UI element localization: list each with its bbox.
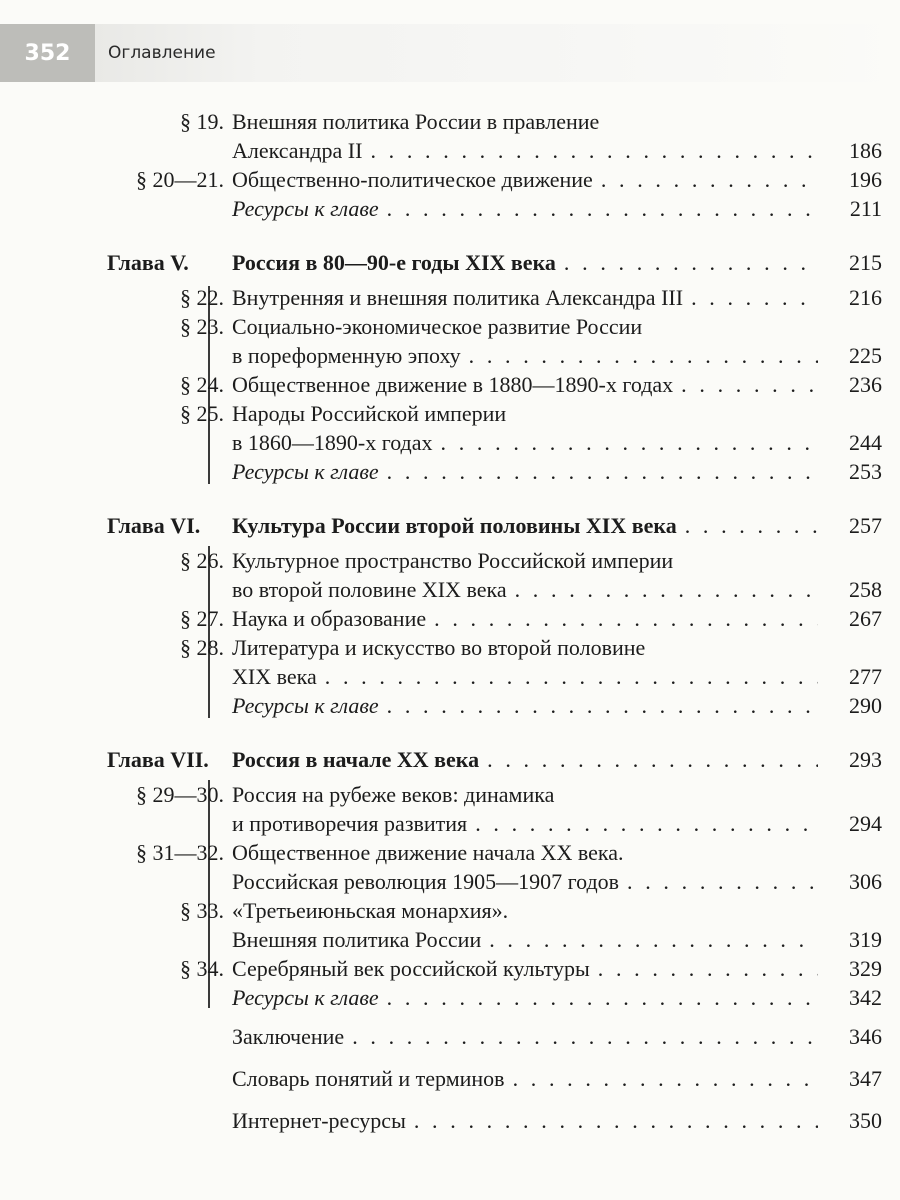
chapter-number: Глава VII. bbox=[107, 747, 209, 772]
toc-entry-continuation[interactable] bbox=[0, 662, 900, 691]
section-title: Александра II bbox=[232, 138, 363, 163]
leader-dots bbox=[387, 457, 818, 486]
toc-entry[interactable] bbox=[0, 954, 900, 983]
section-title: Россия на рубеже веков: динамика bbox=[232, 782, 555, 807]
section-number: § 29—30. bbox=[136, 782, 224, 807]
section-title: в пореформенную эпоху bbox=[232, 343, 461, 368]
leader-dots bbox=[387, 983, 818, 1012]
page-ref: 216 bbox=[849, 285, 882, 310]
section-number: § 26. bbox=[180, 548, 224, 573]
section-title: Внутренняя и внешняя политика Александра III bbox=[232, 285, 684, 310]
section-title: Внешняя политика России bbox=[232, 927, 482, 952]
leader-dots bbox=[691, 283, 818, 312]
leader-dots bbox=[515, 575, 818, 604]
section-number: § 27. bbox=[180, 606, 224, 631]
section-title: Российская революция 1905—1907 годов bbox=[232, 869, 620, 894]
section-number: § 23. bbox=[180, 314, 224, 339]
page-ref: 258 bbox=[849, 577, 882, 602]
toc-entry[interactable] bbox=[0, 633, 900, 662]
page-ref: 346 bbox=[849, 1024, 882, 1049]
leader-dots bbox=[352, 1022, 818, 1051]
section-title: Наука и образование bbox=[232, 606, 427, 631]
resources-label: Ресурсы к главе bbox=[232, 693, 379, 718]
section-number: § 33. bbox=[180, 898, 224, 923]
toc-entry-resources[interactable] bbox=[0, 194, 900, 223]
toc-entry-resources[interactable] bbox=[0, 457, 900, 486]
resources-label: Ресурсы к главе bbox=[232, 459, 379, 484]
page-ref: 236 bbox=[849, 372, 882, 397]
page-ref: 347 bbox=[849, 1066, 882, 1091]
toc-entry-continuation[interactable] bbox=[0, 136, 900, 165]
toc-chapter[interactable] bbox=[0, 745, 900, 774]
section-number: § 24. bbox=[180, 372, 224, 397]
page-ref: 290 bbox=[849, 693, 882, 718]
section-title: Общественно-политическое движение bbox=[232, 167, 593, 192]
section-title: Культурное пространство Российской империи bbox=[232, 548, 674, 573]
toc-entry-continuation[interactable] bbox=[0, 809, 900, 838]
page-ref: 215 bbox=[849, 250, 882, 275]
section-title: Литература и искусство во второй половине bbox=[232, 635, 646, 660]
section-number: § 19. bbox=[180, 109, 224, 134]
section-title: во второй половине XIX века bbox=[232, 577, 507, 602]
page-ref: 267 bbox=[849, 606, 882, 631]
page-ref: 211 bbox=[849, 196, 882, 221]
leader-dots bbox=[564, 248, 818, 277]
page-ref: 257 bbox=[849, 513, 882, 538]
page-ref: 196 bbox=[849, 167, 882, 192]
section-title: Общественное движение начала XX века. bbox=[232, 840, 624, 865]
leader-dots bbox=[475, 809, 818, 838]
toc-entry-continuation[interactable] bbox=[0, 867, 900, 896]
leader-dots bbox=[513, 1064, 818, 1093]
page-ref: 306 bbox=[849, 869, 882, 894]
section-title: «Третьеиюньская монархия». bbox=[232, 898, 509, 923]
toc-entry[interactable] bbox=[0, 604, 900, 633]
page-ref: 329 bbox=[849, 956, 882, 981]
toc-entry[interactable] bbox=[0, 896, 900, 925]
toc-entry-continuation[interactable] bbox=[0, 575, 900, 604]
entry-title: Интернет-ресурсы bbox=[232, 1108, 406, 1133]
section-number: § 25. bbox=[180, 401, 224, 426]
toc-entry[interactable] bbox=[0, 283, 900, 312]
section-number: § 31—32. bbox=[136, 840, 224, 865]
section-title: в 1860—1890-х годах bbox=[232, 430, 433, 455]
leader-dots bbox=[434, 604, 818, 633]
chapter-title: Россия в 80—90-е годы XIX века bbox=[232, 250, 556, 275]
page-ref: 293 bbox=[849, 747, 882, 772]
chapter-title: Россия в начале XX века bbox=[232, 747, 480, 772]
toc-entry-continuation[interactable] bbox=[0, 341, 900, 370]
section-title: и противоречия развития bbox=[232, 811, 468, 836]
leader-dots bbox=[681, 370, 818, 399]
leader-dots bbox=[487, 745, 818, 774]
page-ref: 342 bbox=[849, 985, 882, 1010]
section-title: Внешняя политика России в правление bbox=[232, 109, 600, 134]
section-title: Народы Российской империи bbox=[232, 401, 507, 426]
section-title: XIX века bbox=[232, 664, 317, 689]
toc-entry-internet[interactable] bbox=[0, 1106, 900, 1135]
leader-dots bbox=[325, 662, 818, 691]
leader-dots bbox=[685, 511, 818, 540]
toc-chapter[interactable] bbox=[0, 511, 900, 540]
leader-dots bbox=[370, 136, 818, 165]
leader-dots bbox=[489, 925, 818, 954]
page-ref: 244 bbox=[849, 430, 882, 455]
section-number: § 20—21. bbox=[136, 167, 224, 192]
toc-entry-continuation[interactable] bbox=[0, 925, 900, 954]
leader-dots bbox=[469, 341, 818, 370]
section-title: Общественное движение в 1880—1890-х годах bbox=[232, 372, 674, 397]
toc-chapter[interactable] bbox=[0, 248, 900, 277]
page-ref: 350 bbox=[849, 1108, 882, 1133]
leader-dots bbox=[627, 867, 818, 896]
toc-entry[interactable] bbox=[0, 399, 900, 428]
toc-entry[interactable] bbox=[0, 838, 900, 867]
entry-title: Словарь понятий и терминов bbox=[232, 1066, 505, 1091]
section-number: § 34. bbox=[180, 956, 224, 981]
page-ref: 253 bbox=[849, 459, 882, 484]
entry-title: Заключение bbox=[232, 1024, 345, 1049]
chapter-title: Культура России второй половины XIX века bbox=[232, 513, 677, 538]
toc-entry-glossary[interactable] bbox=[0, 1064, 900, 1093]
chapter-number: Глава V. bbox=[107, 250, 189, 275]
section-number: § 22. bbox=[180, 285, 224, 310]
page-ref: 319 bbox=[849, 927, 882, 952]
toc-entry[interactable] bbox=[0, 312, 900, 341]
toc-entry[interactable] bbox=[0, 107, 900, 136]
page-ref: 277 bbox=[849, 664, 882, 689]
page-ref: 186 bbox=[849, 138, 882, 163]
toc-entry[interactable] bbox=[0, 780, 900, 809]
page-ref: 225 bbox=[849, 343, 882, 368]
toc-entry-resources[interactable] bbox=[0, 691, 900, 720]
section-title: Социально-экономическое развитие России bbox=[232, 314, 643, 339]
leader-dots bbox=[387, 194, 818, 223]
chapter-number: Глава VI. bbox=[107, 513, 201, 538]
toc-entry[interactable] bbox=[0, 370, 900, 399]
leader-dots bbox=[441, 428, 818, 457]
leader-dots bbox=[387, 691, 818, 720]
section-title: Серебряный век российской культуры bbox=[232, 956, 590, 981]
leader-dots bbox=[601, 165, 818, 194]
page-title: Оглавление bbox=[108, 43, 216, 63]
resources-label: Ресурсы к главе bbox=[232, 985, 379, 1010]
page-number: 352 bbox=[0, 24, 95, 82]
toc-entry-continuation[interactable] bbox=[0, 428, 900, 457]
leader-dots bbox=[598, 954, 818, 983]
section-number: § 28. bbox=[180, 635, 224, 660]
toc-entry[interactable] bbox=[0, 546, 900, 575]
leader-dots bbox=[414, 1106, 818, 1135]
resources-label: Ресурсы к главе bbox=[232, 196, 379, 221]
page-ref: 294 bbox=[849, 811, 882, 836]
toc-entry-resources[interactable] bbox=[0, 983, 900, 1012]
toc-entry[interactable] bbox=[0, 165, 900, 194]
toc-entry-conclusion[interactable] bbox=[0, 1022, 900, 1051]
